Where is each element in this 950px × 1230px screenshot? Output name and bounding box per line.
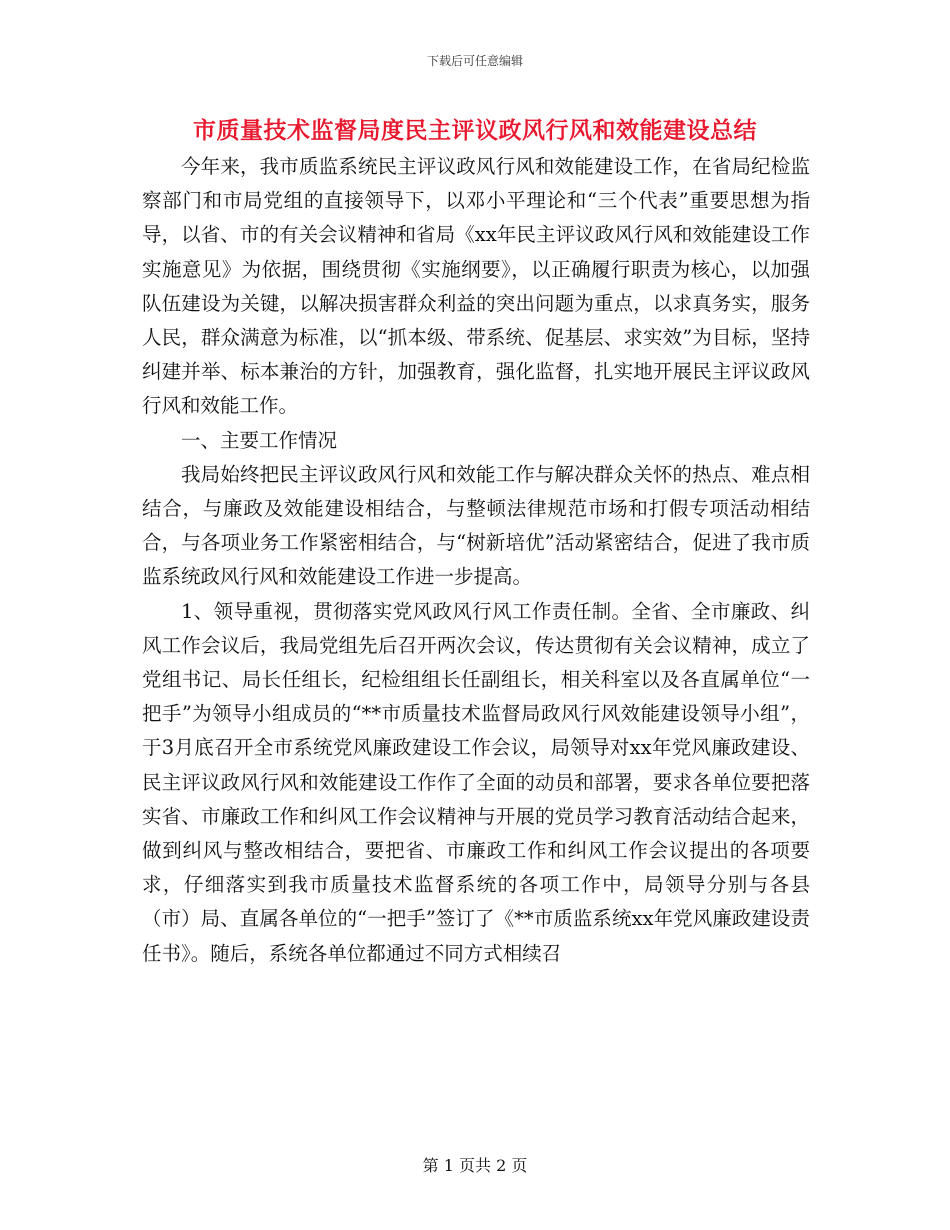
header-note: 下载后可任意编辑 [426, 54, 523, 68]
paragraph-intro: 今年来，我市质监系统民主评议政风行风和效能建设工作，在省局纪检监察部门和市局党组的直接领导下，以邓小平理论和“三个代表”重要思想为指导，以省、市的有关会议精神和省局《xx年民主评议政风行风和效能建设工作实施意见》为依据，围绕贯彻《实施纲要》，以正确履行职责为核心，以加强队伍建设为关键，以解决损害群众利益的突出问题为重点，以求真务实，服务人民，群众满意为标准，以“抓本级、带系统、促基层、求实效”为目标，坚持纠建并举、标本兼治的方针，加强教育，强化监督，扎实地开展民主评议政风行风和效能工作。 [142, 155, 810, 418]
page-footer: 第 1 页共 2 页 [422, 1156, 528, 1175]
document-body [142, 150, 810, 971]
document-title: 市质量技术监督局度民主评议政风行风和效能建设总结 [193, 117, 757, 144]
paragraph-item-1: 1、领导重视，贯彻落实党风政风行风工作责任制。全省、全市廉政、纠风工作会议后，我局党组先后召开两次会议，传达贯彻有关会议精神，成立了党组书记、局长任组长，纪检组组长任副组长，相关科室以及各直属单位“一把手”为领导小组成员的“**市质量技术监督局政风行风效能建设领导小组”，于3月底召开全市系统党风廉政建设工作会议，局领导对xx年党风廉政建设、民主评议政风行风和效能建设工作作了全面的动员和部署，要求各单位要把落实省、市廉政工作和纠风工作会议精神与开展的党员学习教育活动结合起来，做到纠风与整改相结合，要把省、市廉政工作和纠风工作会议提出的各项要求，仔细落实到我市质量技术监督系统的各项工作中，局领导分别与各县（市）局、直属各单位的“一把手”签订了《**市质监系统xx年党风廉政建设责任书》。随后，系统各单位都通过不同方式相续召 [142, 599, 810, 965]
paragraph-overview: 我局始终把民主评议政风行风和效能工作与解决群众关怀的热点、难点相结合，与廉政及效能建设相结合，与整顿法律规范市场和打假专项活动相结合，与各项业务工作紧密相结合，与“树新培优”活动紧密结合，促进了我市质监系统政风行风和效能建设工作进一步提高。 [142, 462, 810, 589]
section-heading: 一、主要工作情况 [181, 428, 338, 452]
